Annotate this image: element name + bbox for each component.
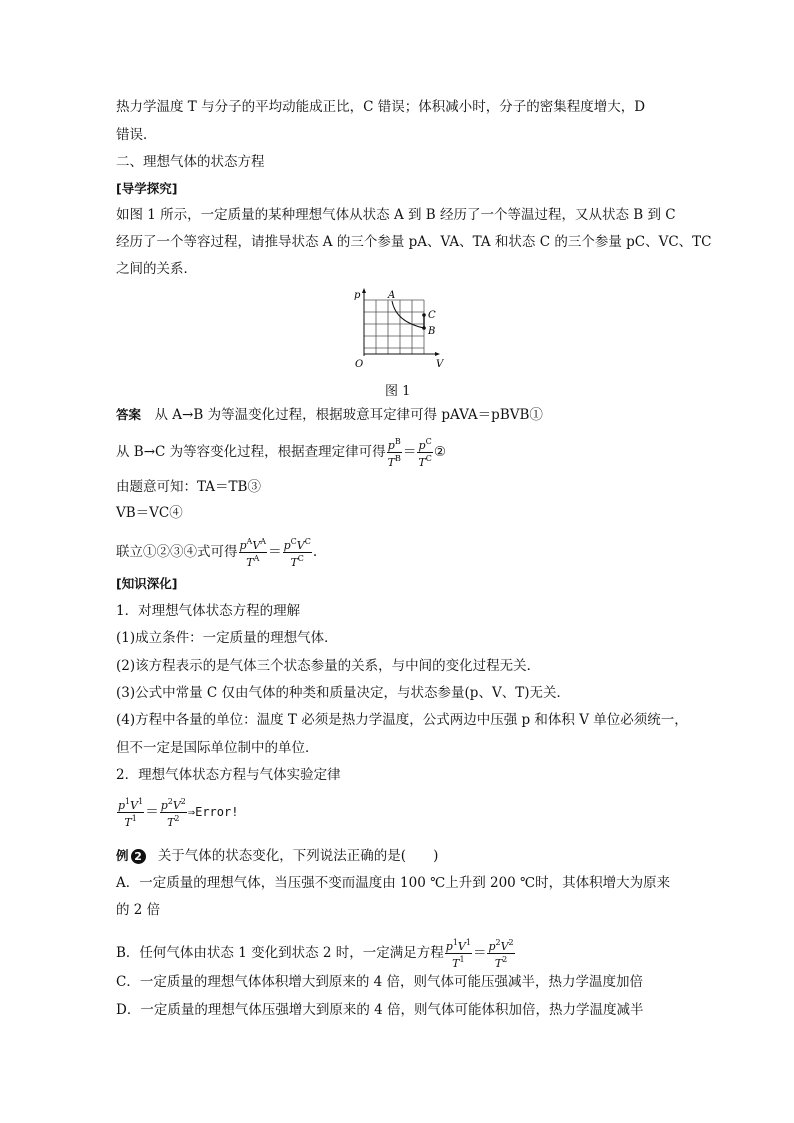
fraction: $\frac{p^C}{T^C}$: [418, 437, 432, 469]
error-text: ⇒Error!: [187, 805, 239, 819]
knowledge-item: 但不一定是国际单位制中的单位．: [116, 740, 319, 756]
point-c: [422, 313, 426, 317]
fraction: $\frac{p^CV^C}{T^C}$: [283, 537, 311, 569]
fraction: $\frac{p^2V^2}{T^2}$: [488, 938, 514, 970]
fraction: $\frac{p^1V^1}{T^1}$: [445, 938, 471, 970]
knowledge-title-2: 2．理想气体状态方程与气体实验定律: [116, 767, 341, 783]
example-line: [116, 846, 438, 866]
example-label: 例: [116, 848, 129, 863]
knowledge-title-1: 1．对理想气体状态方程的理解: [116, 603, 301, 619]
knowledge-item: (1)成立条件：一定质量的理想气体．: [116, 630, 338, 646]
formula-line: $\frac{p^1V^1}{T^1}$ ＝ $\frac{p^2V^2}{T^2}$ ⇒Error!: [118, 797, 239, 829]
v-axis-arrow-icon: [435, 352, 440, 356]
answer-text: 联立①②③④式可得: [116, 544, 238, 560]
answer-text: 从 A→B 为等温变化过程，根据玻意耳定律可得 pAVA＝pBVB①: [154, 407, 543, 423]
a-label: A: [388, 290, 396, 301]
b-label: B: [428, 326, 436, 337]
paragraph-line: 之间的关系．: [116, 261, 197, 277]
answer-line-5: 联立①②③④式可得 $\frac{p^AV^A}{T^A}$ ＝ $\frac{p^CV^C}{T^C}$ .: [116, 537, 318, 569]
knowledge-header: [知识深化]: [116, 576, 178, 591]
option-d: D．一定质量的理想气体压强增大到原来的 4 倍，则气体可能体积加倍，热力学温度减半: [116, 1002, 644, 1018]
p-axis-arrow-icon: [362, 288, 366, 293]
equation-mark: ②: [433, 444, 446, 460]
p-label: p: [354, 290, 361, 301]
answer-line-3: 由题意可知：TA＝TB③: [116, 479, 261, 495]
point-b: [422, 326, 426, 330]
option-a-cont: 的 2 倍: [116, 902, 161, 918]
answer-text: 从 B→C 为等容变化过程，根据查理定律可得: [116, 444, 386, 460]
pv-diagram: [352, 288, 452, 374]
knowledge-item: (3)公式中常量 C 仅由气体的种类和质量决定，与状态参量(p、V、T)无关．: [116, 685, 570, 701]
figure-caption: 图 1: [385, 384, 411, 399]
option-b-text: B．任何气体由状态 1 变化到状态 2 时，一定满足方程: [116, 945, 444, 961]
section-title: 二、理想气体的状态方程: [116, 154, 265, 170]
fraction: $\frac{p^B}{T^B}$: [387, 437, 401, 469]
origin-label: O: [355, 359, 364, 370]
option-a: A．一定质量的理想气体，当压强不变而温度由 100 ℃上升到 200 ℃时，其体积增大为原来: [116, 875, 671, 891]
fraction: $\frac{p^1V^1}{T^1}$: [118, 797, 144, 829]
option-c: C．一定质量的理想气体体积增大到原来的 4 倍，则气体可能压强减半，热力学温度加倍: [116, 974, 643, 990]
answer-line-2: 从 B→C 为等容变化过程，根据查理定律可得 $\frac{p^B}{T^B}$ ＝ $\frac{p^C}{T^C}$ ②: [116, 437, 446, 469]
v-label: V: [436, 359, 444, 370]
example-question: 关于气体的状态变化，下列说法正确的是( ): [157, 848, 439, 864]
c-label: C: [428, 310, 436, 321]
answer-label: 答案: [116, 407, 142, 422]
example-badge: [116, 846, 146, 866]
fraction: $\frac{p^AV^A}{T^A}$: [239, 537, 267, 569]
fraction: $\frac{p^2V^2}{T^2}$: [160, 797, 186, 829]
paragraph-line: 错误．: [116, 127, 157, 143]
example-number: 2: [131, 849, 146, 864]
knowledge-item: (2)该方程表示的是气体三个状态参量的关系，与中间的变化过程无关．: [116, 658, 541, 674]
answer-line-4: VB＝VC④: [116, 505, 183, 521]
knowledge-item: (4)方程中各量的单位：温度 T 必须是热力学温度，公式两边中压强 p 和体积 V 单位必须统一，: [116, 712, 688, 728]
guide-header: [导学探究]: [116, 181, 178, 196]
option-b: B．任何气体由状态 1 变化到状态 2 时，一定满足方程 $\frac{p^1V^1}{T^1}$ ＝ $\frac{p^2V^2}{T^2}$: [116, 938, 514, 970]
answer-line-1: [116, 405, 543, 425]
paragraph-line: 热力学温度 T 与分子的平均动能成正比，C 错误；体积减小时，分子的密集程度增大，D: [116, 99, 646, 115]
paragraph-line: 经历了一个等容过程，请推导状态 A 的三个参量 pA、VA、TA 和状态 C 的三个参量 pC、VC、TC: [116, 234, 712, 250]
paragraph-line: 如图 1 所示，一定质量的某种理想气体从状态 A 到 B 经历了一个等温过程，又从状态 B 到 C: [116, 207, 676, 223]
